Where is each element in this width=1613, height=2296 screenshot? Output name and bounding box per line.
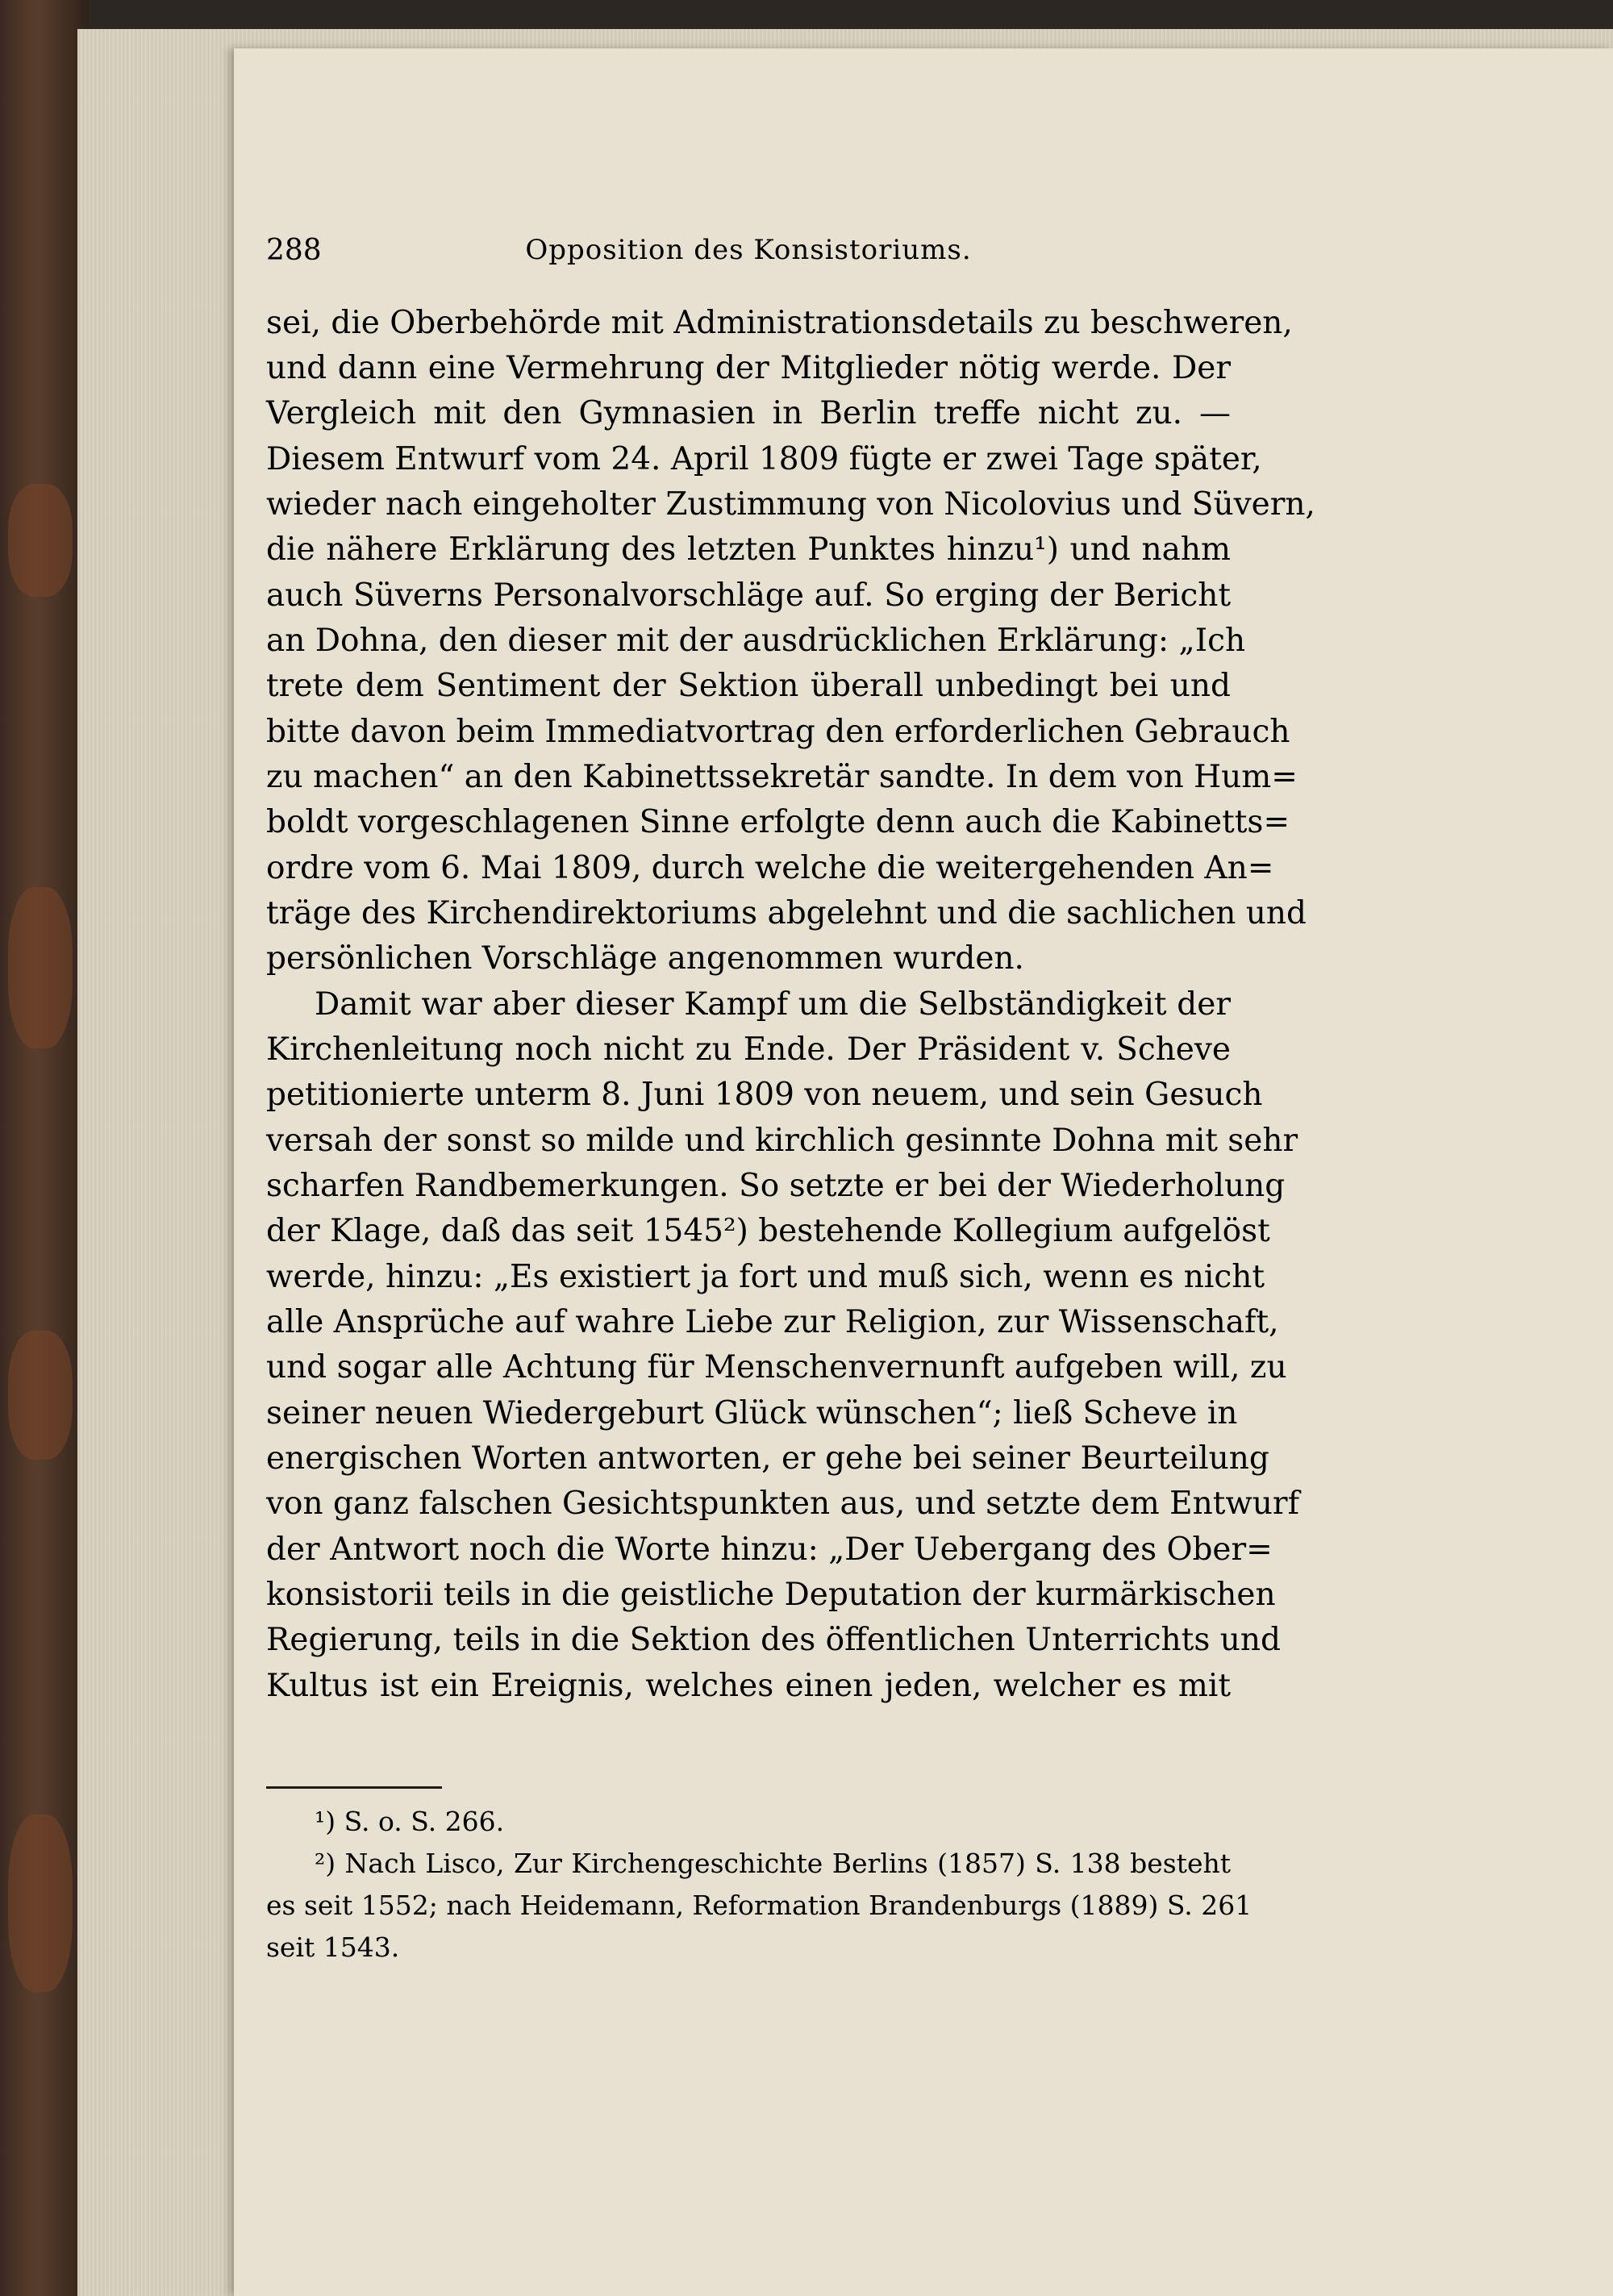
binding-stain [8,484,73,597]
text-line: Diesem Entwurf vom 24. April 1809 fügte er zwei Tage später, [266,441,1262,477]
text-line: Vergleich mit den Gymnasien in Berlin treffe nicht zu. — [266,395,1231,431]
text-line: Damit war aber dieser Kampf um die Selbständigkeit der [315,986,1231,1023]
text-line: wieder nach eingeholter Zustimmung von Nicolovius und Süvern, [266,486,1315,523]
text-line: Regierung, teils in die Sektion des öffentlichen Unterrichts und [266,1622,1281,1658]
text-line: alle Ansprüche auf wahre Liebe zur Religion, zur Wissenschaft, [266,1304,1279,1340]
running-head [266,234,1231,274]
text-line: ordre vom 6. Mai 1809, durch welche die weitergehenden An= [266,850,1274,886]
text-line: die nähere Erklärung des letzten Punktes hinzu¹) und nahm [266,531,1231,568]
text-line: auch Süverns Personalvorschläge auf. So erging der Bericht [266,577,1231,614]
text-line: versah der sonst so milde und kirchlich gesinnte Dohna mit sehr [266,1123,1298,1159]
text-line: sei, die Oberbehörde mit Administrationsdetails zu beschweren, [266,305,1293,341]
footnote-rule [266,1786,442,1789]
text-line: boldt vorgeschlagenen Sinne erfolgte denn auch die Kabinetts= [266,804,1290,840]
running-title: Opposition des Konsistoriums. [525,234,972,266]
page-number: 288 [266,234,322,267]
text-line: und dann eine Vermehrung der Mitglieder nötig werde. Der [266,350,1231,386]
text-line: an Dohna, den dieser mit der ausdrücklichen Erklärung: „Ich [266,623,1246,659]
text-line: zu machen“ an den Kabinettssekretär sandte. In dem von Hum= [266,759,1298,795]
binding-stain [8,1815,73,1992]
text-line: von ganz falschen Gesichtspunkten aus, und setzte dem Entwurf [266,1486,1300,1522]
text-line: konsistorii teils in die geistliche Deputation der kurmärkischen [266,1577,1276,1613]
footnote-line: es seit 1552; nach Heidemann, Reformation Brandenburgs (1889) S. 261 [266,1890,1252,1921]
text-line: Kultus ist ein Ereignis, welches einen jeden, welcher es mit [266,1668,1231,1704]
text-line: der Klage, daß das seit 1545²) bestehende Kollegium aufgelöst [266,1213,1270,1249]
text-line: bitte davon beim Immediatvortrag den erforderlichen Gebrauch [266,714,1290,750]
text-line: träge des Kirchendirektoriums abgelehnt und die sachlichen und [266,895,1307,931]
text-line: persönlichen Vorschläge angenommen wurden. [266,940,1024,977]
footnote-line: ²) Nach Lisco, Zur Kirchengeschichte Berlins (1857) S. 138 besteht [315,1848,1231,1879]
text-line: und sogar alle Achtung für Menschenvernunft aufgeben will, zu [266,1349,1287,1386]
book-binding [0,0,89,2296]
text-line: seiner neuen Wiedergeburt Glück wünschen“; ließ Scheve in [266,1395,1238,1431]
text-line: der Antwort noch die Worte hinzu: „Der Uebergang des Ober= [266,1531,1273,1568]
binding-stain [8,887,73,1048]
footnote-line: seit 1543. [266,1931,400,1963]
text-line: trete dem Sentiment der Sektion überall unbedingt bei und [266,668,1231,704]
text-line: petitionierte unterm 8. Juni 1809 von neuem, und sein Gesuch [266,1077,1263,1113]
text-line: werde, hinzu: „Es existiert ja fort und muß sich, wenn es nicht [266,1259,1265,1295]
text-line: scharfen Randbemerkungen. So setzte er bei der Wiederholung [266,1168,1286,1204]
binding-stain [8,1331,73,1460]
text-line: energischen Worten antworten, er gehe bei seiner Beurteilung [266,1440,1269,1477]
text-line: Kirchenleitung noch nicht zu Ende. Der Präsident v. Scheve [266,1031,1231,1068]
footnote-line: ¹) S. o. S. 266. [315,1806,505,1837]
